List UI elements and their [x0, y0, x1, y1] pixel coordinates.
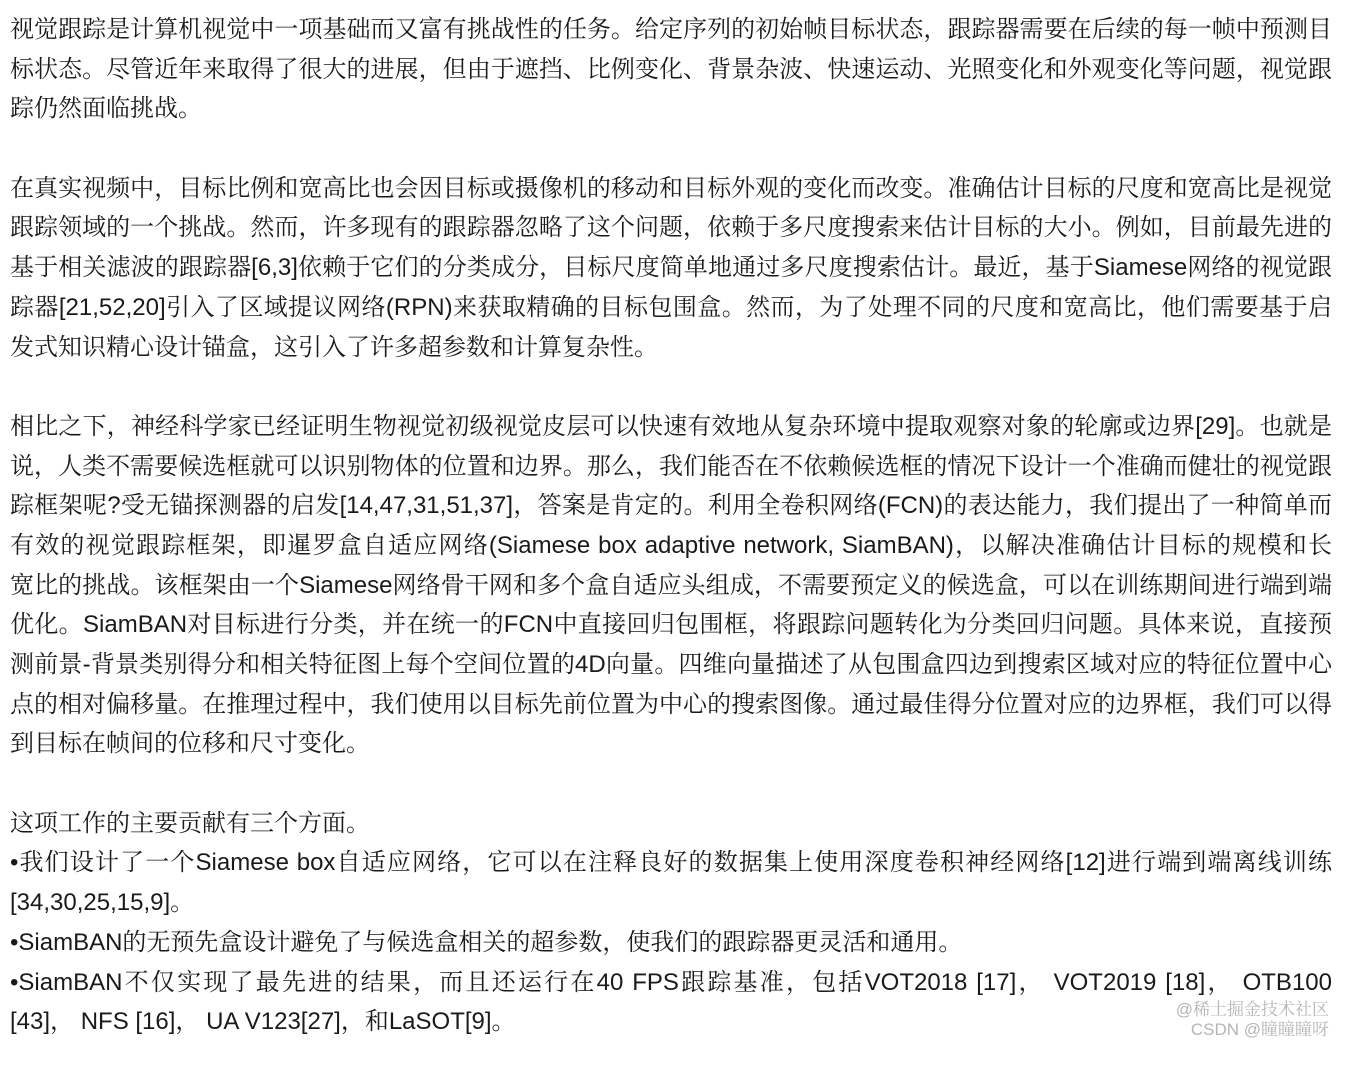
paragraph [10, 169, 1332, 367]
text-line: 相比之下，神经科学家已经证明生物视觉初级视觉皮层可以快速有效地从复杂环境中提取观察对象的轮廓或边界[29]。也就是 [10, 412, 1332, 440]
text-line: 在真实视频中，目标比例和宽高比也会因目标或摄像机的移动和目标外观的变化而改变。准确估计目标的尺度和宽高比是视觉 [10, 174, 1332, 202]
watermark-line-2: CSDN @瞳瞳瞳呀 [1190, 1020, 1329, 1039]
text-line: 基于相关滤波的跟踪器[6,3]依赖于它们的分类成分，目标尺度简单地通过多尺度搜索估计。最近，基于Siamese网络的视觉跟 [10, 254, 1332, 282]
watermark-line-1: @稀土掘金技术社区 [1175, 1000, 1329, 1019]
paragraph [10, 804, 1332, 1042]
text-line: 测前景-背景类别得分和相关特征图上每个空间位置的4D向量。四维向量描述了从包围盒四边到搜索区域对应的特征位置中心 [10, 651, 1332, 678]
text-line: 到目标在帧间的位移和尺寸变化。 [10, 730, 370, 758]
text-line: 踪仍然面临挑战。 [10, 95, 202, 123]
text-line: 优化。SiamBAN对目标进行分类，并在统一的FCN中直接回归包围框，将跟踪问题转化为分类回归问题。具体来说，直接预 [10, 611, 1332, 639]
watermark [1176, 1000, 1329, 1040]
text-line: 有效的视觉跟踪框架，即暹罗盒自适应网络(Siamese box adaptive network, SiamBAN)，以解决准确估计目标的规模和长 [10, 531, 1332, 559]
document-body [10, 10, 1332, 1082]
text-line: 标状态。尽管近年来取得了很大的进展，但由于遮挡、比例变化、背景杂波、快速运动、光照变化和外观变化等问题，视觉跟 [10, 55, 1332, 83]
text-line: 宽比的挑战。该框架由一个Siamese网络骨干网和多个盒自适应头组成，不需要预定义的候选盒，可以在训练期间进行端到端 [10, 571, 1332, 599]
text-line: 跟踪领域的一个挑战。然而，许多现有的跟踪器忽略了这个问题，依赖于多尺度搜索来估计目标的大小。例如，目前最先进的 [10, 214, 1332, 242]
text-line: 发式知识精心设计锚盒，这引入了许多超参数和计算复杂性。 [10, 333, 658, 361]
text-line: 说，人类不需要候选框就可以识别物体的位置和边界。那么，我们能否在不依赖候选框的情况下设计一个准确而健壮的视觉跟 [10, 452, 1332, 480]
text-line: 这项工作的主要贡献有三个方面。 [10, 809, 370, 837]
text-line: [34,30,25,15,9]。 [10, 889, 195, 917]
text-line: [43]， NFS [16]， UA V123[27]，和LaSOT[9]。 [10, 1008, 516, 1036]
paragraph [10, 407, 1332, 764]
text-line: •SiamBAN不仅实现了最先进的结果，而且还运行在40 FPS跟踪基准，包括VOT2018 [17]， VOT2019 [18]， OTB100 [10, 968, 1332, 996]
text-line: 踪器[21,52,20]引入了区域提议网络(RPN)来获取精确的目标包围盒。然而，为了处理不同的尺度和宽高比，他们需要基于启 [10, 293, 1332, 321]
text-line: •SiamBAN的无预先盒设计避免了与候选盒相关的超参数，使我们的跟踪器更灵活和通用。 [10, 928, 963, 956]
text-line: 点的相对偏移量。在推理过程中，我们使用以目标先前位置为中心的搜索图像。通过最佳得分位置对应的边界框，我们可以得 [10, 690, 1332, 718]
text-line: 视觉跟踪是计算机视觉中一项基础而又富有挑战性的任务。给定序列的初始帧目标状态，跟踪器需要在后续的每一帧中预测目 [10, 16, 1332, 43]
text-line: 踪框架呢?受无锚探测器的启发[14,47,31,51,37]，答案是肯定的。利用全卷积网络(FCN)的表达能力，我们提出了一种简单而 [10, 492, 1332, 520]
paragraph [10, 10, 1332, 129]
text-line: •我们设计了一个Siamese box自适应网络，它可以在注释良好的数据集上使用深度卷积神经网络[12]进行端到端离线训练 [10, 849, 1332, 877]
